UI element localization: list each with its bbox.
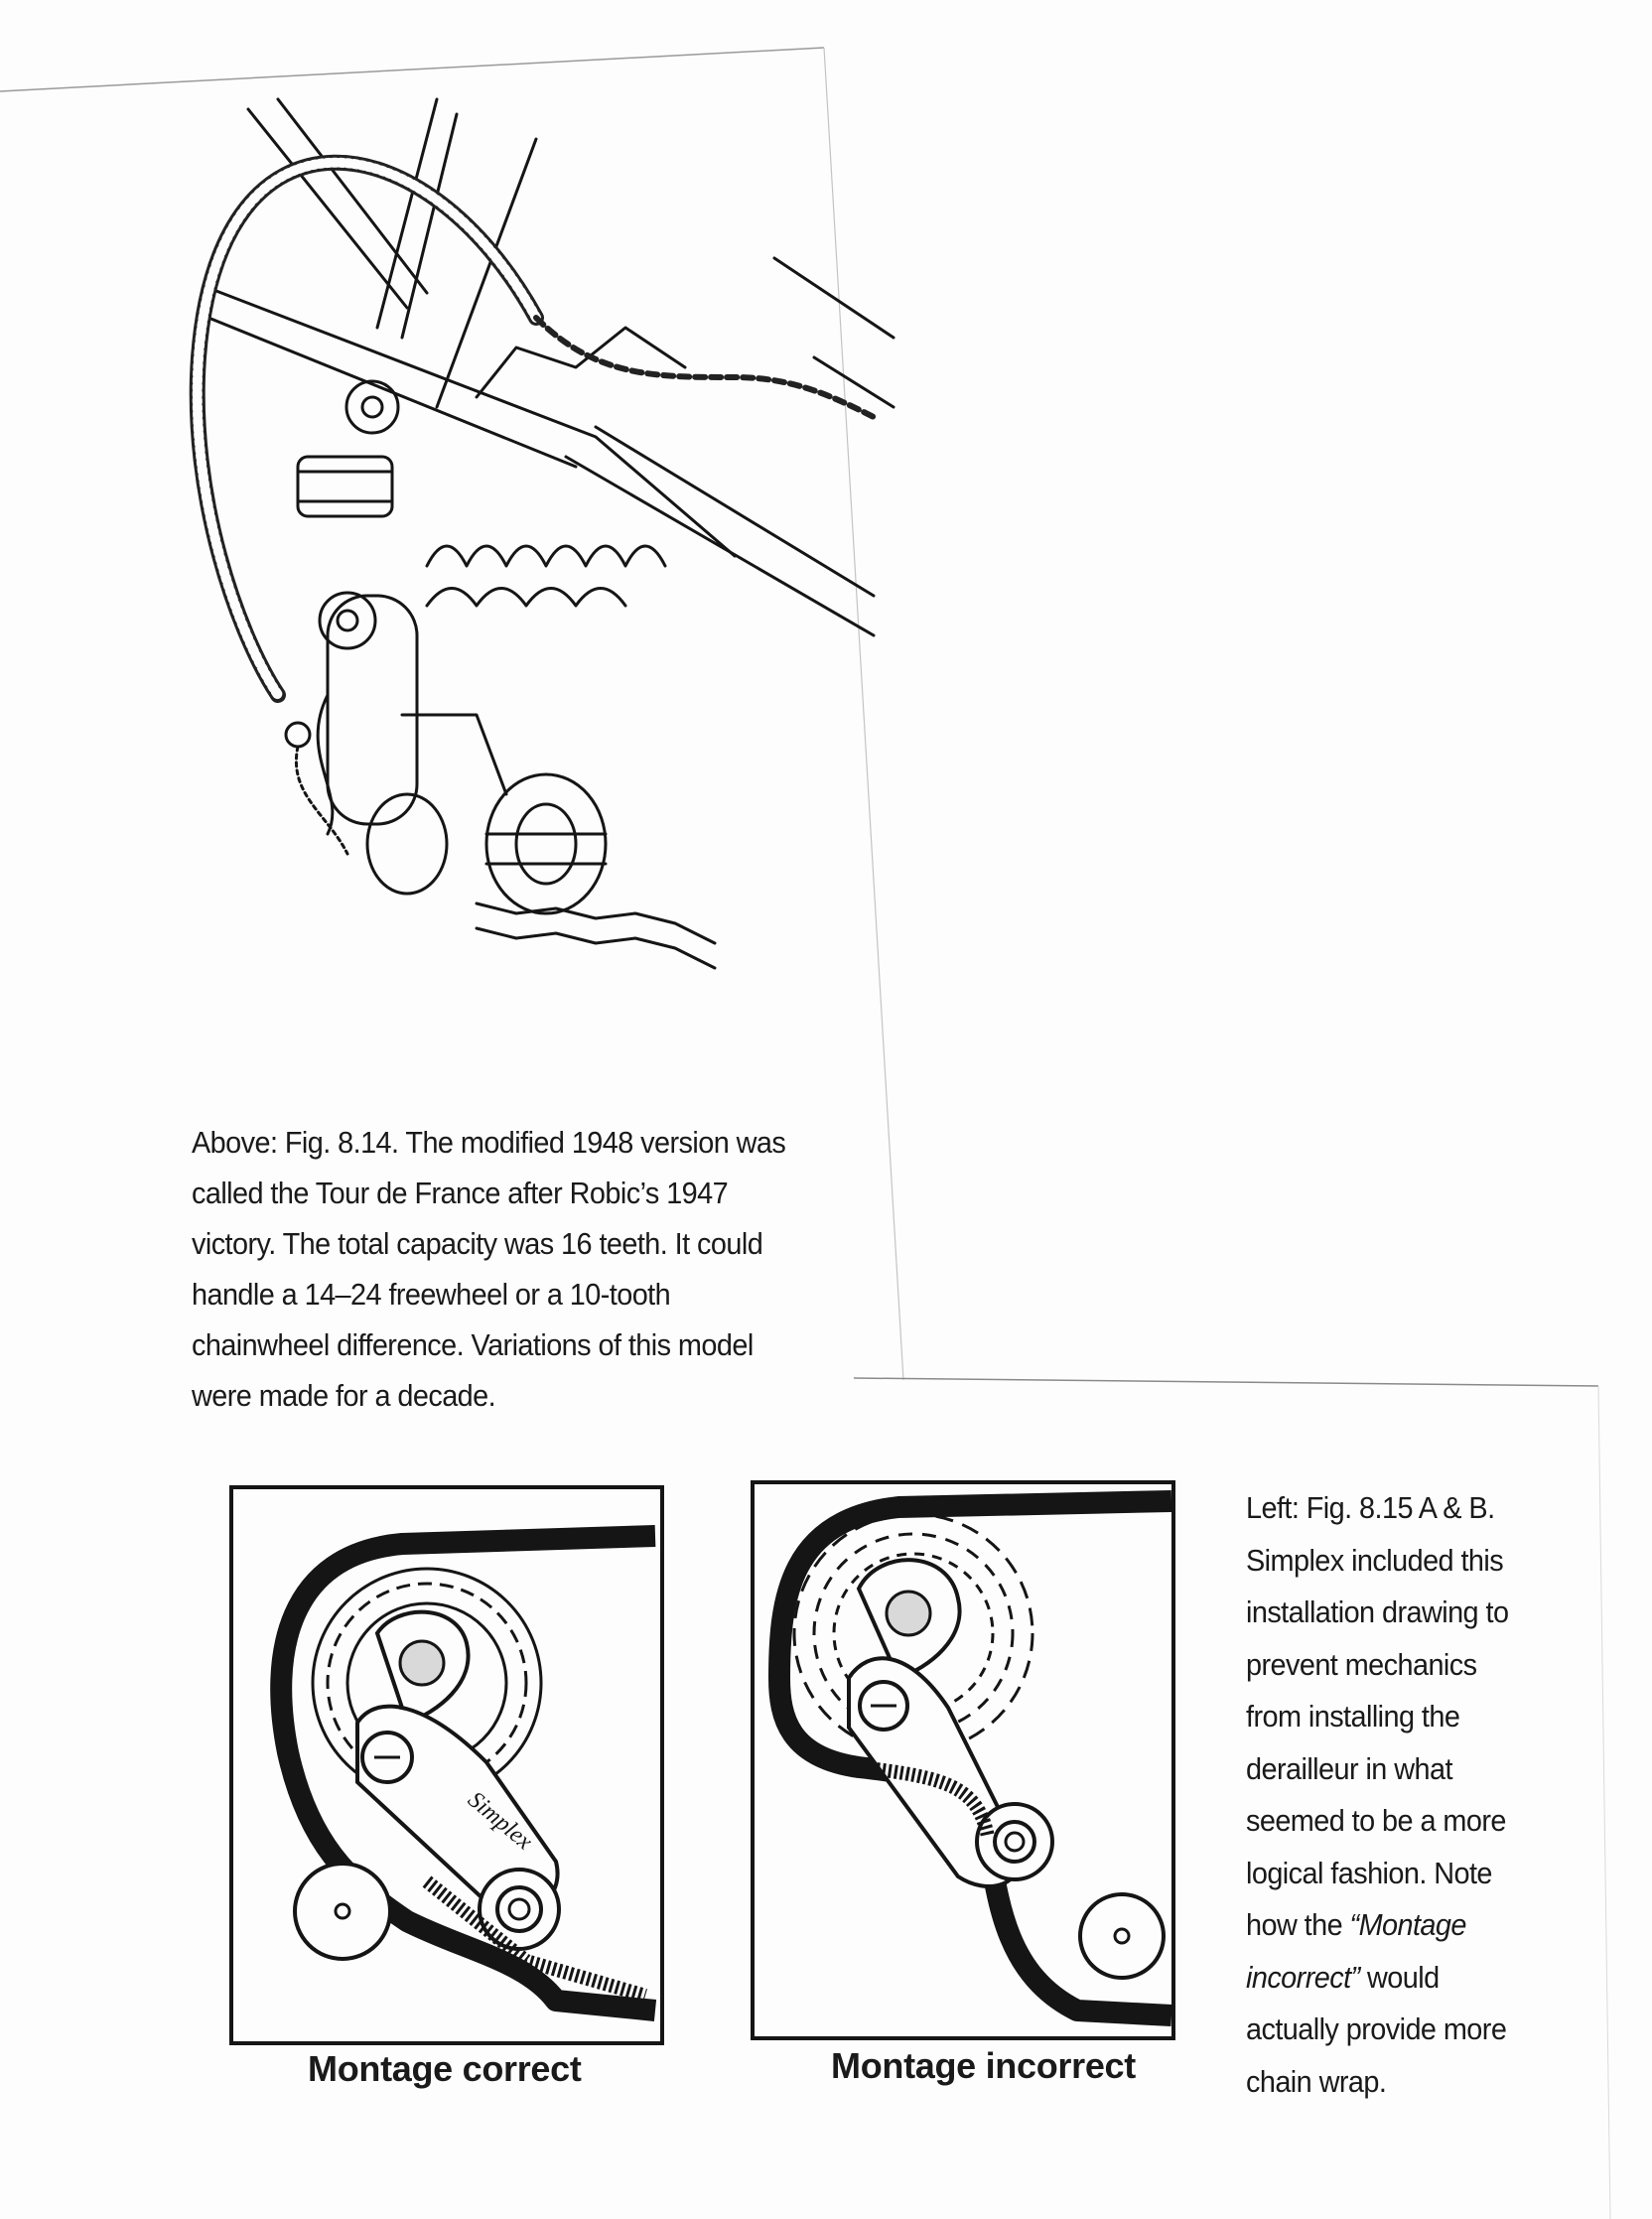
caption-line: installation drawing to bbox=[1246, 1595, 1509, 1629]
caption-line: chainwheel difference. Variations of this model bbox=[192, 1327, 754, 1362]
caption-line: derailleur in what bbox=[1246, 1750, 1452, 1786]
caption-line: prevent mechanics bbox=[1246, 1646, 1477, 1682]
caption-line: seemed to be a more bbox=[1246, 1803, 1506, 1838]
caption-line: handle a 14–24 freewheel or a 10-tooth bbox=[192, 1277, 671, 1312]
caption-line: Simplex included this bbox=[1246, 1542, 1504, 1578]
caption-emphasis: incorrect” bbox=[1246, 1959, 1360, 1995]
montage-correct-label: Montage correct bbox=[308, 2048, 582, 2089]
caption-line bbox=[1246, 1952, 1508, 2005]
derailleur-illustration bbox=[179, 79, 933, 993]
montage-incorrect-diagram bbox=[750, 1479, 1176, 2055]
fig-8-15-caption bbox=[1246, 1482, 1508, 2108]
caption-line: called the Tour de France after Robic’s 1947 bbox=[192, 1176, 729, 1210]
caption-line: logical fashion. Note bbox=[1246, 1855, 1492, 1890]
montage-incorrect-label: Montage incorrect bbox=[831, 2045, 1136, 2086]
montage-correct-diagram bbox=[228, 1484, 665, 2070]
caption-line: Left: Fig. 8.15 A & B. bbox=[1246, 1490, 1495, 1525]
fig-8-14-caption bbox=[192, 1117, 785, 1421]
caption-emphasis: “Montage bbox=[1349, 1907, 1466, 1942]
caption-line: chain wrap. bbox=[1246, 2063, 1387, 2099]
caption-line: victory. The total capacity was 16 teeth. It could bbox=[192, 1226, 763, 1261]
caption-text: would bbox=[1359, 1959, 1440, 1995]
caption-line: from installing the bbox=[1246, 1699, 1460, 1734]
brand-plate-text: Simplex bbox=[463, 1786, 538, 1856]
caption-line: Above: Fig. 8.14. The modified 1948 version was bbox=[192, 1125, 786, 1160]
caption-line: actually provide more bbox=[1246, 2011, 1507, 2046]
caption-text: how the bbox=[1246, 1907, 1350, 1942]
caption-line: were made for a decade. bbox=[192, 1378, 496, 1413]
caption-line bbox=[1246, 1899, 1508, 1952]
